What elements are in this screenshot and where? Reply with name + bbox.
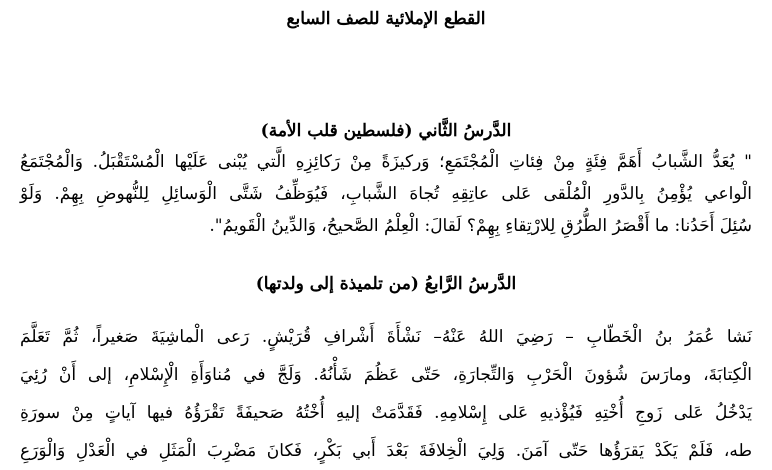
paragraph-line: الْواعي يُؤْمِنُ بِالدَّورِ الْمُلْقى عَلى عاتِقِهِ تُجاهَ الشَّبابِ، فَيُوَظِّفُ شَتَّى الْوَسائِلِ لِلنُّهوضِ بِهِمْ. وَلَوْ: [20, 184, 752, 204]
lesson-2-heading: الدَّرسُ الثَّاني (فلسطين قلب الأمة): [260, 121, 512, 141]
paragraph-line: نَشا عُمَرُ بنُ الْخَطّابِ – رَضِيَ اللهُ عَنْهُ– نَشْأَةَ أَشْرافِ قُرَيْشٍ. رَعى الْماشِيَةَ صَغيراً، ثُمَّ تَعَلَّمَ: [20, 327, 752, 347]
lesson-4-heading: الدَّرسُ الرَّابعُ (من تلميذة إلى ولدتها): [255, 274, 517, 294]
document-title: القطع الإملائية للصف السابع: [286, 9, 486, 29]
lesson-4-paragraph: [20, 318, 752, 470]
paragraph-line: " يُعَدُّ الشَّبابُ أَهَمَّ فِئَةٍ مِنْ فِئاتِ الْمُجْتَمَعِ؛ وَركيزَةً مِنْ رَكائِزِهِ الَّتي يُبْنى عَلَيْها الْمُسْتَقْبَلُ. وَالْمُجْتَمَعُ: [20, 152, 752, 172]
paragraph-line: سُئِلَ أَحَدُنا: ما أَقْصَرُ الطُّرُقِ لِلارْتِقاءِ بِهِمْ؟ لَقالَ: الْعِلْمُ الصَّحيحُ، وَالدِّينُ الْقَويمُ".: [209, 216, 752, 236]
paragraph-line: الْكِتابَةَ، ومارَسَ شُؤونَ الْحَرْبِ وَالتِّجارَةِ، حَتّى عَظُمَ شَأْنُهُ. وَلَجَّ في مُناوَأَةِ الْإِسْلامِ، إلى أَنْ رُئِيَ: [20, 365, 752, 385]
lesson-2-paragraph: [20, 146, 752, 242]
paragraph-line: يَدْخُلُ عَلى زَوجِ أُخْتِهِ فَيُؤْذيهِ عَلى إِسْلامِهِ. فَقَدَّمَتْ إليهِ أُخْتُهُ صَحيفَةً تَقْرَؤُهُ فيها آياتٍ مِنْ سورَةِ: [20, 403, 752, 423]
paragraph-line: طه، فَلَمْ يَكَدْ يَقرَؤُها حَتّى آمَنَ. وَلِيَ الْخِلافَةَ بَعْدَ أَبي بَكْرٍ، فَكانَ مَضْرِبَ الْمَثَلِ في الْعَدْلِ وَالْوَرَعِ: [20, 441, 752, 461]
